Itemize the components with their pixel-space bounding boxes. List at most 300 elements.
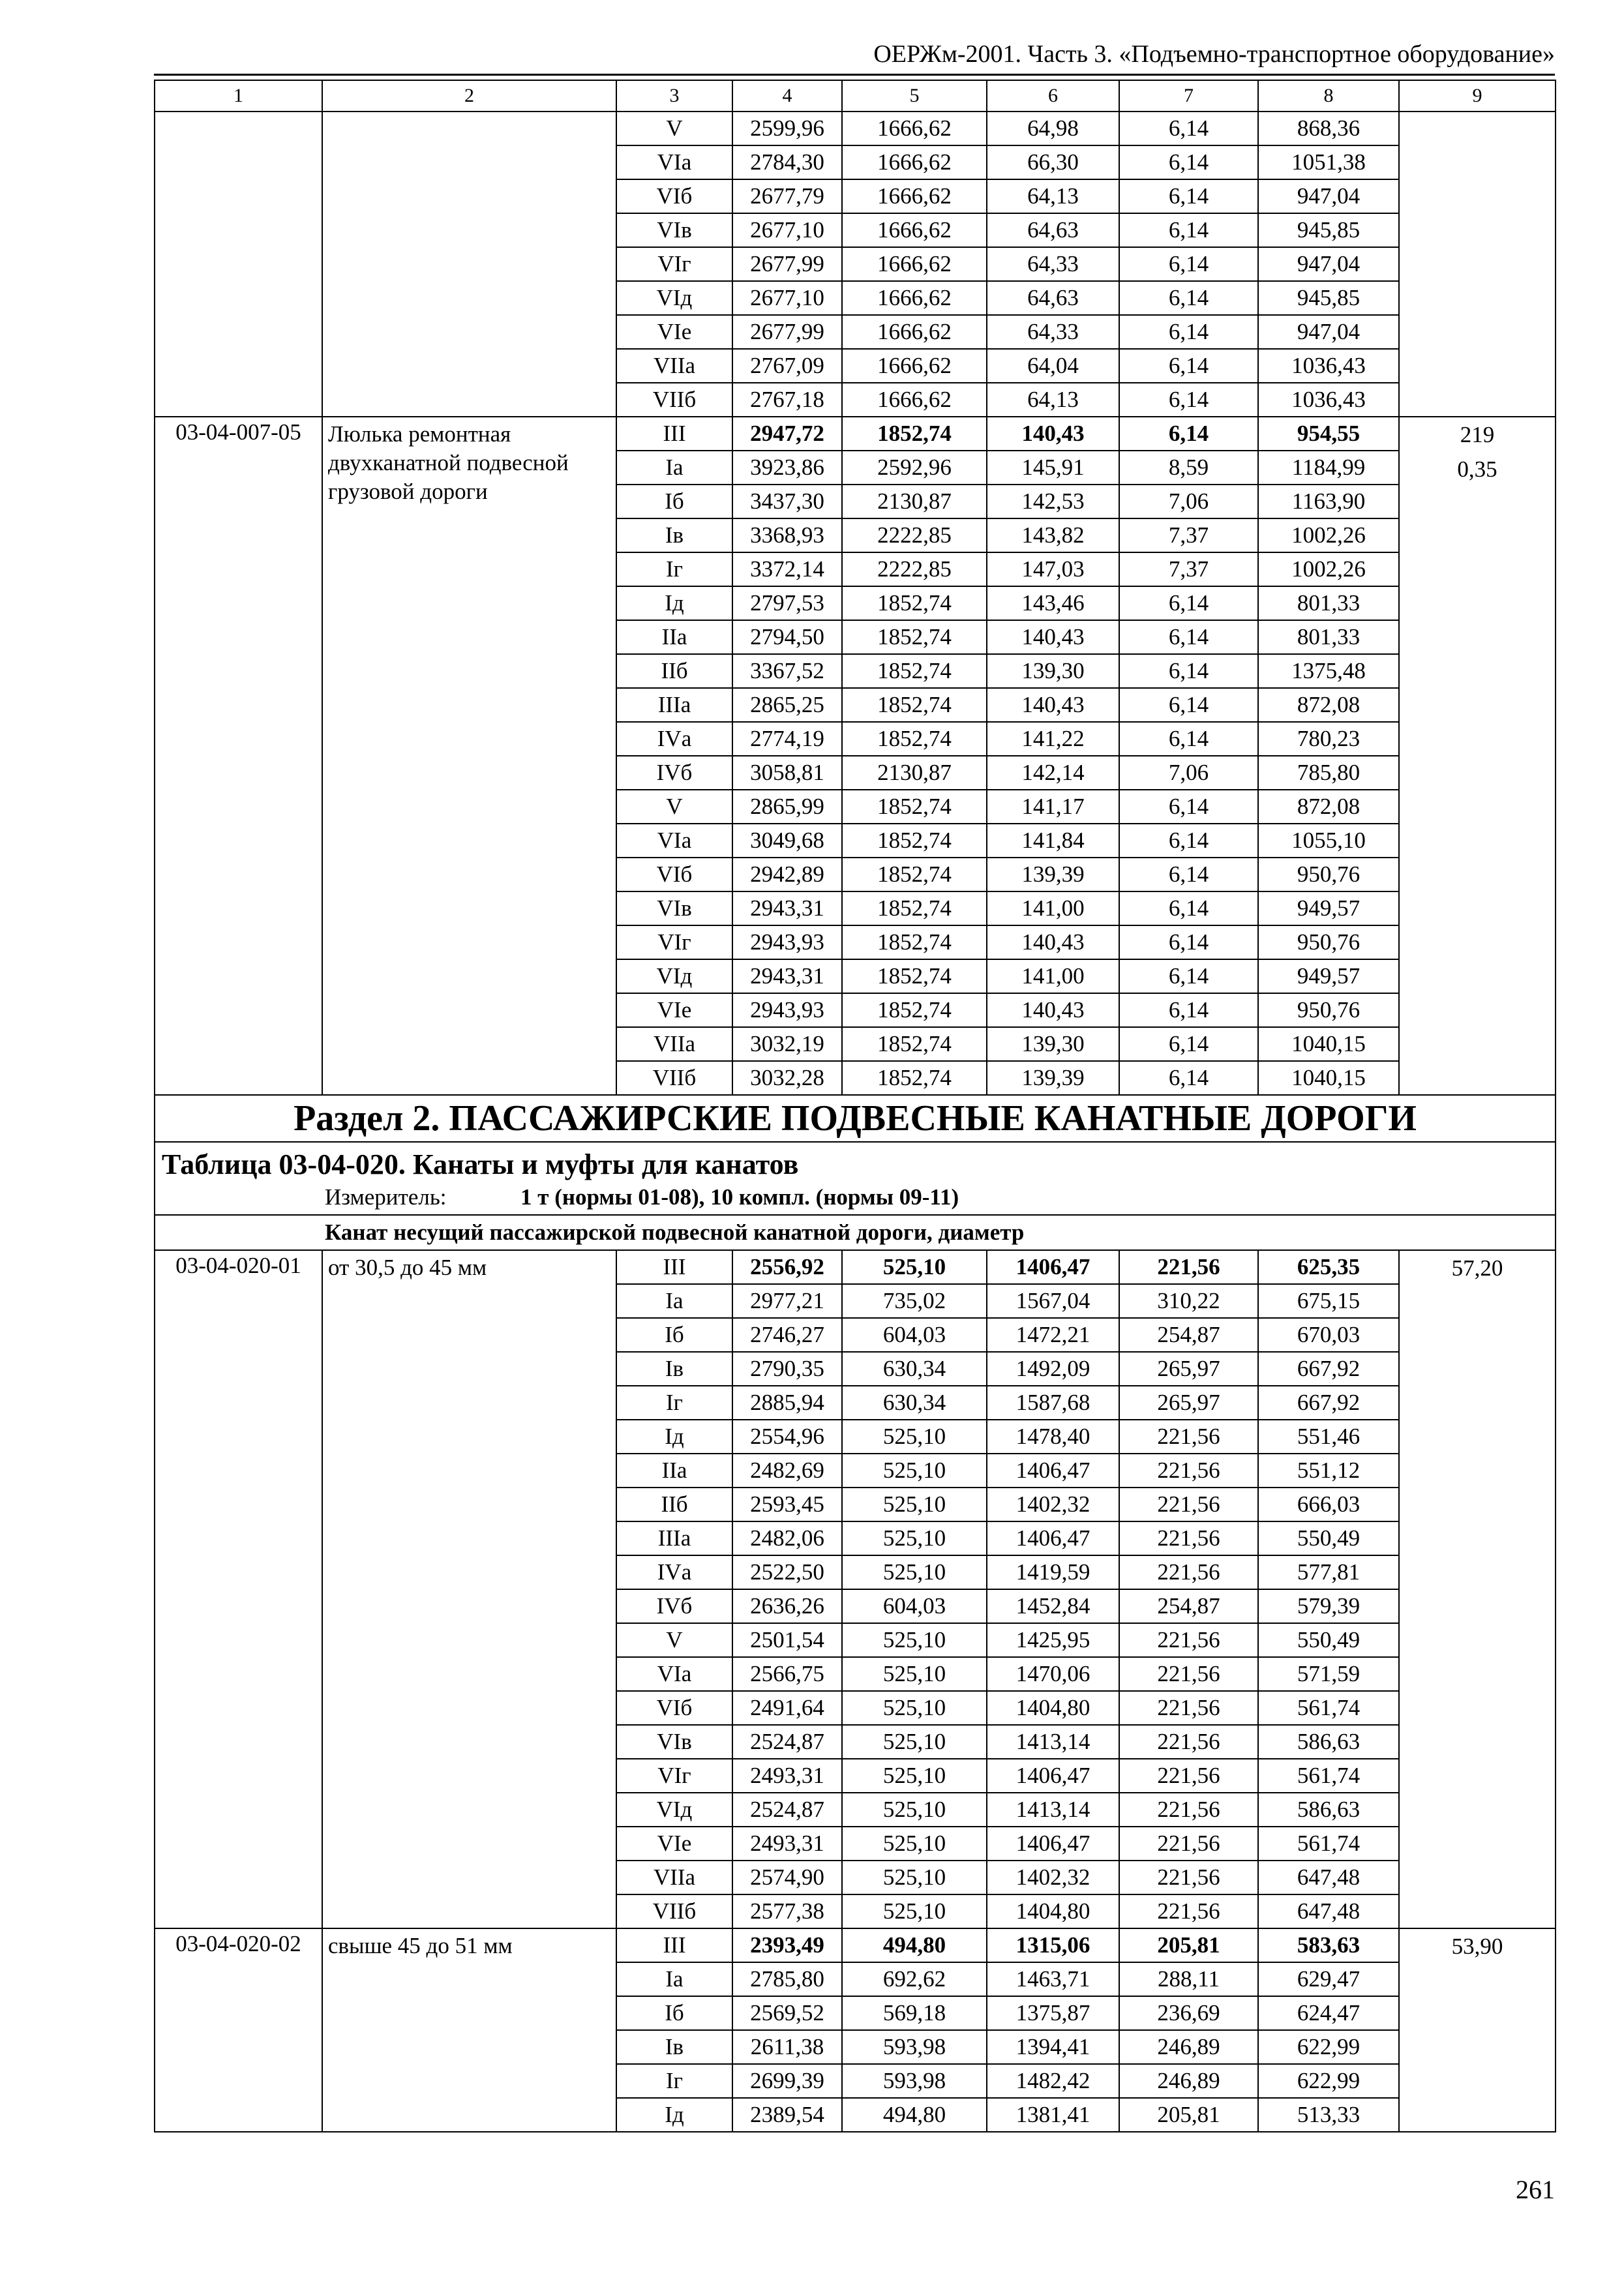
materials-cell: 577,81 — [1258, 1555, 1399, 1589]
total-cost-cell: 2767,18 — [732, 383, 842, 417]
wages-cell: 2130,87 — [842, 485, 987, 518]
total-cost-cell: 2556,92 — [732, 1250, 842, 1284]
total-cost-cell: 2943,93 — [732, 993, 842, 1027]
machine-cost-cell: 1492,09 — [987, 1352, 1119, 1386]
machinist-wages-cell: 6,14 — [1119, 925, 1258, 959]
machinist-wages-cell: 6,14 — [1119, 722, 1258, 756]
wages-cell: 692,62 — [842, 1962, 987, 1996]
zone-cell: Iа — [616, 1962, 732, 1996]
zone-cell: VIа — [616, 145, 732, 179]
measure-row — [162, 1183, 1548, 1212]
total-cost-cell: 2784,30 — [732, 145, 842, 179]
rate-code: 03-04-007-05 — [155, 417, 322, 1095]
machine-cost-cell: 1404,80 — [987, 1894, 1119, 1928]
materials-cell: 513,33 — [1258, 2098, 1399, 2132]
column-number: 2 — [322, 80, 616, 112]
total-cost-cell: 2677,10 — [732, 281, 842, 315]
labor-cell — [1399, 112, 1556, 417]
total-cost-cell: 2574,90 — [732, 1861, 842, 1894]
wages-cell: 1852,74 — [842, 620, 987, 654]
materials-cell: 949,57 — [1258, 959, 1399, 993]
wages-cell: 1852,74 — [842, 688, 987, 722]
total-cost-cell: 2767,09 — [732, 349, 842, 383]
wages-cell: 525,10 — [842, 1555, 987, 1589]
wages-cell: 2130,87 — [842, 756, 987, 790]
machine-cost-cell: 140,43 — [987, 925, 1119, 959]
materials-cell: 945,85 — [1258, 281, 1399, 315]
machine-cost-cell: 143,82 — [987, 518, 1119, 552]
machine-cost-cell: 1402,32 — [987, 1861, 1119, 1894]
machinist-wages-cell: 7,06 — [1119, 485, 1258, 518]
machine-cost-cell: 1470,06 — [987, 1657, 1119, 1691]
zone-cell: Iг — [616, 1386, 732, 1420]
total-cost-cell: 3058,81 — [732, 756, 842, 790]
wages-cell: 630,34 — [842, 1352, 987, 1386]
machine-cost-cell: 1419,59 — [987, 1555, 1119, 1589]
machine-cost-cell: 1394,41 — [987, 2030, 1119, 2064]
materials-cell: 785,80 — [1258, 756, 1399, 790]
machine-cost-cell: 64,33 — [987, 247, 1119, 281]
wages-cell: 604,03 — [842, 1589, 987, 1623]
wages-cell: 525,10 — [842, 1623, 987, 1657]
total-cost-cell: 2493,31 — [732, 1759, 842, 1793]
wages-cell: 1666,62 — [842, 281, 987, 315]
machinist-wages-cell: 221,56 — [1119, 1725, 1258, 1759]
table-row — [155, 417, 1556, 451]
total-cost-cell: 2482,69 — [732, 1454, 842, 1488]
total-cost-cell: 2774,19 — [732, 722, 842, 756]
rate-description: свыше 45 до 51 мм — [322, 1928, 616, 2132]
rate-description — [322, 112, 616, 417]
zone-cell: III — [616, 1250, 732, 1284]
table-info-row — [155, 1142, 1556, 1215]
zone-cell: VIв — [616, 213, 732, 247]
total-cost-cell: 3032,28 — [732, 1061, 842, 1095]
wages-cell: 525,10 — [842, 1521, 987, 1555]
column-number: 5 — [842, 80, 987, 112]
zone-cell: VIIб — [616, 1061, 732, 1095]
table-title: Таблица 03-04-020. Канаты и муфты для канатов — [162, 1148, 799, 1180]
zone-cell: Iа — [616, 1284, 732, 1318]
total-cost-cell: 3437,30 — [732, 485, 842, 518]
machine-cost-cell: 1402,32 — [987, 1488, 1119, 1521]
wages-cell: 1852,74 — [842, 790, 987, 824]
total-cost-cell: 2977,21 — [732, 1284, 842, 1318]
wages-cell: 604,03 — [842, 1318, 987, 1352]
labor-value: 219 — [1460, 422, 1495, 447]
labor-value: 53,90 — [1451, 1934, 1503, 1959]
total-cost-cell: 2389,54 — [732, 2098, 842, 2132]
wages-cell: 525,10 — [842, 1250, 987, 1284]
machine-cost-cell: 1413,14 — [987, 1793, 1119, 1827]
total-cost-cell: 2943,31 — [732, 959, 842, 993]
zone-cell: VIа — [616, 824, 732, 858]
wages-cell: 494,80 — [842, 1928, 987, 1962]
zone-cell: V — [616, 1623, 732, 1657]
machine-cost-cell: 139,39 — [987, 1061, 1119, 1095]
zone-cell: V — [616, 112, 732, 145]
machine-cost-cell: 141,22 — [987, 722, 1119, 756]
machinist-wages-cell: 221,56 — [1119, 1657, 1258, 1691]
zone-cell: Iв — [616, 2030, 732, 2064]
zone-cell: VIб — [616, 1691, 732, 1725]
column-number: 4 — [732, 80, 842, 112]
machinist-wages-cell: 6,14 — [1119, 281, 1258, 315]
machine-cost-cell: 1406,47 — [987, 1759, 1119, 1793]
header-rule — [154, 74, 1555, 76]
zone-cell: Iг — [616, 552, 732, 586]
materials-cell: 947,04 — [1258, 247, 1399, 281]
rates-table — [154, 80, 1556, 2132]
machine-cost-cell: 64,04 — [987, 349, 1119, 383]
total-cost-cell: 3367,52 — [732, 654, 842, 688]
machinist-wages-cell: 6,14 — [1119, 112, 1258, 145]
table-row — [155, 1250, 1556, 1284]
wages-cell: 525,10 — [842, 1454, 987, 1488]
zone-cell: VIг — [616, 925, 732, 959]
labor-cell — [1399, 417, 1556, 1095]
total-cost-cell: 2699,39 — [732, 2064, 842, 2098]
machinist-wages-cell: 7,37 — [1119, 518, 1258, 552]
total-cost-cell: 2797,53 — [732, 586, 842, 620]
machine-cost-cell: 1406,47 — [987, 1250, 1119, 1284]
section-title: Раздел 2. ПАССАЖИРСКИЕ ПОДВЕСНЫЕ КАНАТНЫЕ ДОРОГИ — [155, 1095, 1556, 1142]
wages-cell: 2222,85 — [842, 518, 987, 552]
wages-cell: 1852,74 — [842, 417, 987, 451]
machinist-wages-cell: 6,14 — [1119, 688, 1258, 722]
zone-cell: IIб — [616, 1488, 732, 1521]
zone-cell: VIв — [616, 891, 732, 925]
total-cost-cell: 2794,50 — [732, 620, 842, 654]
machinist-wages-cell: 221,56 — [1119, 1488, 1258, 1521]
machinist-wages-cell: 6,14 — [1119, 179, 1258, 213]
machinist-wages-cell: 221,56 — [1119, 1861, 1258, 1894]
machine-cost-cell: 1425,95 — [987, 1623, 1119, 1657]
wages-cell: 1852,74 — [842, 722, 987, 756]
wages-cell: 525,10 — [842, 1691, 987, 1725]
machinist-wages-cell: 221,56 — [1119, 1555, 1258, 1589]
materials-cell: 629,47 — [1258, 1962, 1399, 1996]
materials-cell: 947,04 — [1258, 315, 1399, 349]
column-number: 3 — [616, 80, 732, 112]
wages-cell: 1852,74 — [842, 1061, 987, 1095]
machine-cost-cell: 1472,21 — [987, 1318, 1119, 1352]
machinist-wages-cell: 8,59 — [1119, 451, 1258, 485]
rate-description: от 30,5 до 45 мм — [322, 1250, 616, 1928]
machinist-wages-cell: 246,89 — [1119, 2030, 1258, 2064]
machinist-wages-cell: 221,56 — [1119, 1250, 1258, 1284]
wages-cell: 525,10 — [842, 1861, 987, 1894]
total-cost-cell: 2493,31 — [732, 1827, 842, 1861]
total-cost-cell: 2785,80 — [732, 1962, 842, 1996]
machine-cost-cell: 1381,41 — [987, 2098, 1119, 2132]
wages-cell: 1666,62 — [842, 179, 987, 213]
machine-cost-cell: 143,46 — [987, 586, 1119, 620]
machinist-wages-cell: 254,87 — [1119, 1318, 1258, 1352]
column-number-row — [155, 80, 1556, 112]
machine-cost-cell: 1404,80 — [987, 1691, 1119, 1725]
machinist-wages-cell: 6,14 — [1119, 417, 1258, 451]
wages-cell: 525,10 — [842, 1657, 987, 1691]
machine-cost-cell: 1587,68 — [987, 1386, 1119, 1420]
machine-cost-cell: 1567,04 — [987, 1284, 1119, 1318]
wages-cell: 2592,96 — [842, 451, 987, 485]
materials-cell: 950,76 — [1258, 925, 1399, 959]
machinist-wages-cell: 221,56 — [1119, 1420, 1258, 1454]
total-cost-cell: 2569,52 — [732, 1996, 842, 2030]
machine-cost-cell: 140,43 — [987, 417, 1119, 451]
machine-cost-cell: 139,39 — [987, 858, 1119, 891]
zone-cell: IVб — [616, 1589, 732, 1623]
materials-cell: 625,35 — [1258, 1250, 1399, 1284]
total-cost-cell: 2524,87 — [732, 1793, 842, 1827]
wages-cell: 1666,62 — [842, 383, 987, 417]
zone-cell: VIб — [616, 858, 732, 891]
total-cost-cell: 2790,35 — [732, 1352, 842, 1386]
column-number: 1 — [155, 80, 322, 112]
machinist-wages-cell: 265,97 — [1119, 1386, 1258, 1420]
zone-cell: Iб — [616, 485, 732, 518]
wages-cell: 525,10 — [842, 1725, 987, 1759]
materials-cell: 801,33 — [1258, 620, 1399, 654]
machinist-wages-cell: 6,14 — [1119, 349, 1258, 383]
machine-cost-cell: 64,63 — [987, 213, 1119, 247]
machine-cost-cell: 1452,84 — [987, 1589, 1119, 1623]
zone-cell: VIIб — [616, 1894, 732, 1928]
total-cost-cell: 2611,38 — [732, 2030, 842, 2064]
materials-cell: 1375,48 — [1258, 654, 1399, 688]
wages-cell: 569,18 — [842, 1996, 987, 2030]
machinist-wages-cell: 236,69 — [1119, 1996, 1258, 2030]
total-cost-cell: 2943,31 — [732, 891, 842, 925]
materials-cell: 1040,15 — [1258, 1027, 1399, 1061]
wages-cell: 1852,74 — [842, 959, 987, 993]
machine-cost-cell: 1375,87 — [987, 1996, 1119, 2030]
materials-cell: 872,08 — [1258, 790, 1399, 824]
zone-cell: VIг — [616, 1759, 732, 1793]
machine-cost-cell: 142,53 — [987, 485, 1119, 518]
total-cost-cell: 2501,54 — [732, 1623, 842, 1657]
materials-cell: 551,46 — [1258, 1420, 1399, 1454]
machine-cost-cell: 64,33 — [987, 315, 1119, 349]
wages-cell: 593,98 — [842, 2030, 987, 2064]
materials-cell: 949,57 — [1258, 891, 1399, 925]
total-cost-cell: 3372,14 — [732, 552, 842, 586]
machinist-wages-cell: 221,56 — [1119, 1691, 1258, 1725]
materials-cell: 1002,26 — [1258, 552, 1399, 586]
machine-cost-cell: 1406,47 — [987, 1454, 1119, 1488]
zone-cell: VIIа — [616, 1027, 732, 1061]
machine-cost-cell: 141,17 — [987, 790, 1119, 824]
wages-cell: 1852,74 — [842, 925, 987, 959]
wages-cell: 1852,74 — [842, 1027, 987, 1061]
labor-cell — [1399, 1250, 1556, 1928]
machine-cost-cell: 1482,42 — [987, 2064, 1119, 2098]
machinist-wages-cell: 6,14 — [1119, 586, 1258, 620]
machinist-wages-cell: 6,14 — [1119, 145, 1258, 179]
zone-cell: V — [616, 790, 732, 824]
total-cost-cell: 2593,45 — [732, 1488, 842, 1521]
materials-cell: 561,74 — [1258, 1691, 1399, 1725]
machinist-wages-cell: 246,89 — [1119, 2064, 1258, 2098]
wages-cell: 494,80 — [842, 2098, 987, 2132]
rate-code: 03-04-020-01 — [155, 1250, 322, 1928]
machine-cost-cell: 141,00 — [987, 959, 1119, 993]
wages-cell: 525,10 — [842, 1827, 987, 1861]
labor-value: 0,35 — [1457, 456, 1497, 482]
total-cost-cell: 2942,89 — [732, 858, 842, 891]
materials-cell: 1036,43 — [1258, 349, 1399, 383]
machinist-wages-cell: 6,14 — [1119, 383, 1258, 417]
zone-cell: VIIа — [616, 349, 732, 383]
zone-cell: IVб — [616, 756, 732, 790]
total-cost-cell: 2522,50 — [732, 1555, 842, 1589]
zone-cell: Iд — [616, 1420, 732, 1454]
total-cost-cell: 2943,93 — [732, 925, 842, 959]
zone-cell: IIб — [616, 654, 732, 688]
wages-cell: 735,02 — [842, 1284, 987, 1318]
measure-value: 1 т (нормы 01-08), 10 компл. (нормы 09-11) — [520, 1184, 959, 1210]
machinist-wages-cell: 265,97 — [1119, 1352, 1258, 1386]
wages-cell: 1852,74 — [842, 891, 987, 925]
machine-cost-cell: 142,14 — [987, 756, 1119, 790]
zone-cell: III — [616, 1928, 732, 1962]
wages-cell: 2222,85 — [842, 552, 987, 586]
machine-cost-cell: 1406,47 — [987, 1521, 1119, 1555]
machine-cost-cell: 141,84 — [987, 824, 1119, 858]
column-number: 9 — [1399, 80, 1556, 112]
machinist-wages-cell: 6,14 — [1119, 213, 1258, 247]
labor-cell — [1399, 1928, 1556, 2132]
materials-cell: 950,76 — [1258, 858, 1399, 891]
machine-cost-cell: 140,43 — [987, 620, 1119, 654]
machinist-wages-cell: 7,37 — [1119, 552, 1258, 586]
machinist-wages-cell: 205,81 — [1119, 1928, 1258, 1962]
wages-cell: 630,34 — [842, 1386, 987, 1420]
materials-cell: 1040,15 — [1258, 1061, 1399, 1095]
wages-cell: 525,10 — [842, 1894, 987, 1928]
machine-cost-cell: 140,43 — [987, 688, 1119, 722]
wages-cell: 593,98 — [842, 2064, 987, 2098]
total-cost-cell: 2636,26 — [732, 1589, 842, 1623]
materials-cell: 868,36 — [1258, 112, 1399, 145]
materials-cell: 647,48 — [1258, 1894, 1399, 1928]
zone-cell: VIе — [616, 993, 732, 1027]
materials-cell: 667,92 — [1258, 1352, 1399, 1386]
zone-cell: VIIб — [616, 383, 732, 417]
total-cost-cell: 2677,79 — [732, 179, 842, 213]
machine-cost-cell: 64,13 — [987, 383, 1119, 417]
total-cost-cell: 2865,99 — [732, 790, 842, 824]
zone-cell: IVа — [616, 722, 732, 756]
total-cost-cell: 3032,19 — [732, 1027, 842, 1061]
total-cost-cell: 3049,68 — [732, 824, 842, 858]
zone-cell: Iв — [616, 1352, 732, 1386]
materials-cell: 622,99 — [1258, 2030, 1399, 2064]
rate-description: Люлька ремонтная двухканатной подвесной грузовой дороги — [322, 417, 616, 1095]
total-cost-cell: 2885,94 — [732, 1386, 842, 1420]
wages-cell: 525,10 — [842, 1759, 987, 1793]
wages-cell: 1852,74 — [842, 824, 987, 858]
zone-cell: VIб — [616, 179, 732, 213]
zone-cell: VIе — [616, 315, 732, 349]
wages-cell: 1666,62 — [842, 145, 987, 179]
machinist-wages-cell: 6,14 — [1119, 315, 1258, 349]
machinist-wages-cell: 6,14 — [1119, 993, 1258, 1027]
zone-cell: VIв — [616, 1725, 732, 1759]
machinist-wages-cell: 221,56 — [1119, 1827, 1258, 1861]
table-row — [155, 112, 1556, 145]
zone-cell: VIд — [616, 1793, 732, 1827]
materials-cell: 780,23 — [1258, 722, 1399, 756]
total-cost-cell: 2677,99 — [732, 315, 842, 349]
machinist-wages-cell: 221,56 — [1119, 1623, 1258, 1657]
total-cost-cell: 2599,96 — [732, 112, 842, 145]
total-cost-cell: 2393,49 — [732, 1928, 842, 1962]
zone-cell: VIе — [616, 1827, 732, 1861]
subheading-row — [155, 1215, 1556, 1250]
zone-cell: Iа — [616, 451, 732, 485]
machinist-wages-cell: 221,56 — [1119, 1521, 1258, 1555]
wages-cell: 1666,62 — [842, 349, 987, 383]
machine-cost-cell: 145,91 — [987, 451, 1119, 485]
materials-cell: 1055,10 — [1258, 824, 1399, 858]
materials-cell: 561,74 — [1258, 1827, 1399, 1861]
materials-cell: 945,85 — [1258, 213, 1399, 247]
total-cost-cell: 2566,75 — [732, 1657, 842, 1691]
materials-cell: 1163,90 — [1258, 485, 1399, 518]
table-row — [155, 1928, 1556, 1962]
zone-cell: VIа — [616, 1657, 732, 1691]
machinist-wages-cell: 221,56 — [1119, 1894, 1258, 1928]
table-info — [155, 1142, 1556, 1215]
zone-cell: Iб — [616, 1318, 732, 1352]
zone-cell: IIIа — [616, 1521, 732, 1555]
wages-cell: 1666,62 — [842, 315, 987, 349]
wages-cell: 1852,74 — [842, 654, 987, 688]
machinist-wages-cell: 6,14 — [1119, 824, 1258, 858]
machinist-wages-cell: 254,87 — [1119, 1589, 1258, 1623]
zone-cell: Iб — [616, 1996, 732, 2030]
machinist-wages-cell: 221,56 — [1119, 1793, 1258, 1827]
materials-cell: 586,63 — [1258, 1725, 1399, 1759]
total-cost-cell: 2482,06 — [732, 1521, 842, 1555]
column-number: 7 — [1119, 80, 1258, 112]
total-cost-cell: 2746,27 — [732, 1318, 842, 1352]
machine-cost-cell: 140,43 — [987, 993, 1119, 1027]
machinist-wages-cell: 221,56 — [1119, 1759, 1258, 1793]
measure-label: Измеритель: — [325, 1184, 447, 1210]
machinist-wages-cell: 7,06 — [1119, 756, 1258, 790]
wages-cell: 1852,74 — [842, 858, 987, 891]
machinist-wages-cell: 6,14 — [1119, 1061, 1258, 1095]
materials-cell: 550,49 — [1258, 1521, 1399, 1555]
machinist-wages-cell: 6,14 — [1119, 959, 1258, 993]
materials-cell: 586,63 — [1258, 1793, 1399, 1827]
rate-code: 03-04-020-02 — [155, 1928, 322, 2132]
machinist-wages-cell: 6,14 — [1119, 1027, 1258, 1061]
zone-cell: IIIа — [616, 688, 732, 722]
subheading: Канат несущий пассажирской подвесной канатной дороги, диаметр — [155, 1215, 1556, 1250]
materials-cell: 1051,38 — [1258, 145, 1399, 179]
machinist-wages-cell: 6,14 — [1119, 654, 1258, 688]
machinist-wages-cell: 6,14 — [1119, 891, 1258, 925]
total-cost-cell: 2947,72 — [732, 417, 842, 451]
wages-cell: 1666,62 — [842, 112, 987, 145]
materials-cell: 666,03 — [1258, 1488, 1399, 1521]
zone-cell: Iг — [616, 2064, 732, 2098]
column-number: 6 — [987, 80, 1119, 112]
